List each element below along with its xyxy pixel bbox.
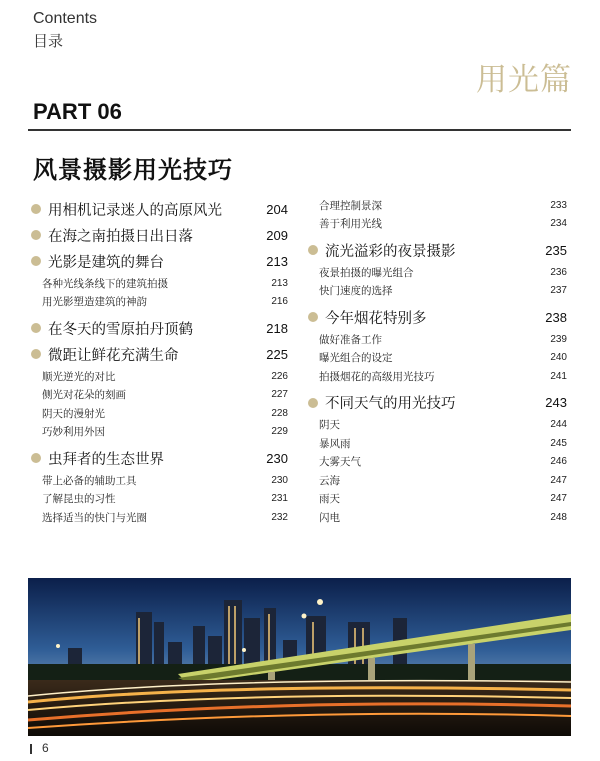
subentry-title: 顺光逆光的对比 xyxy=(42,370,116,383)
bullet-dot-icon xyxy=(308,245,318,255)
toc-chapter[interactable] xyxy=(30,341,288,367)
subentry-page: 237 xyxy=(550,285,567,297)
subentry-title: 了解昆虫的习性 xyxy=(42,493,116,506)
subentry-page: 231 xyxy=(271,493,288,505)
chapter-page: 230 xyxy=(266,450,288,466)
subentry-page: 213 xyxy=(271,277,288,289)
toc-subentry[interactable] xyxy=(307,349,567,368)
toc-subentry[interactable] xyxy=(307,196,567,215)
chapter-title: 虫拜者的生态世界 xyxy=(48,451,164,468)
toc-chapter[interactable] xyxy=(30,248,288,274)
toc-subentry[interactable] xyxy=(307,416,567,435)
toc-subentry[interactable] xyxy=(30,274,288,293)
subentry-title: 阴天 xyxy=(319,419,340,432)
subentry-title: 夜景拍摄的曝光组合 xyxy=(319,266,414,279)
toc-subentry[interactable] xyxy=(307,471,567,490)
header-contents-en: Contents xyxy=(33,10,98,27)
city-night-photo xyxy=(28,578,571,736)
section-name: 用光篇 xyxy=(476,62,572,98)
toc-chapter[interactable] xyxy=(307,304,567,330)
subentry-page: 232 xyxy=(271,511,288,523)
toc-chapter[interactable] xyxy=(307,390,567,416)
bullet-dot-icon xyxy=(31,230,41,240)
toc-left-column xyxy=(30,196,288,531)
toc-subentry[interactable] xyxy=(307,508,567,527)
subentry-page: 227 xyxy=(271,389,288,401)
header-contents-cn: 目录 xyxy=(33,32,64,50)
toc-subentry[interactable] xyxy=(307,215,567,234)
subentry-page: 239 xyxy=(550,333,567,345)
toc-subentry[interactable] xyxy=(30,471,288,490)
toc-subentry[interactable] xyxy=(307,282,567,301)
chapter-title: 不同天气的用光技巧 xyxy=(325,396,456,412)
subentry-title: 快门速度的选择 xyxy=(319,285,393,298)
toc-chapter[interactable] xyxy=(30,315,288,341)
subentry-page: 240 xyxy=(550,352,567,364)
subentry-page: 233 xyxy=(550,199,567,211)
subentry-title: 做好准备工作 xyxy=(319,333,382,346)
toc-chapter[interactable] xyxy=(30,222,288,248)
toc-subentry[interactable] xyxy=(307,330,567,349)
toc-subentry[interactable] xyxy=(307,453,567,472)
footer-bars-icon xyxy=(30,744,38,754)
subentry-title: 各种光线条线下的建筑拍摄 xyxy=(42,277,168,290)
chapter-title: 光影是建筑的舞台 xyxy=(48,254,164,271)
subentry-title: 大雾天气 xyxy=(319,456,361,469)
bullet-dot-icon xyxy=(31,323,41,333)
chapter-page: 238 xyxy=(545,309,567,325)
toc-right-column xyxy=(307,196,567,531)
toc-chapter[interactable] xyxy=(30,445,288,471)
subentry-page: 245 xyxy=(550,437,567,449)
subentry-title: 侧光对花朵的刻画 xyxy=(42,389,126,402)
toc-subentry[interactable] xyxy=(30,490,288,509)
subentry-title: 善于利用光线 xyxy=(319,218,382,231)
toc-subentry[interactable] xyxy=(307,434,567,453)
subentry-page: 229 xyxy=(271,426,288,438)
subentry-title: 合理控制景深 xyxy=(319,199,382,212)
subentry-title: 暴风雨 xyxy=(319,437,351,450)
page-footer xyxy=(30,741,49,755)
chapter-title: 用相机记录迷人的高原风光 xyxy=(48,202,222,219)
toc-subentry[interactable] xyxy=(30,423,288,442)
subentry-page: 246 xyxy=(550,456,567,468)
toc-subentry[interactable] xyxy=(30,367,288,386)
chapter-page: 218 xyxy=(266,320,288,336)
toc-subentry[interactable] xyxy=(307,263,567,282)
subentry-title: 曝光组合的设定 xyxy=(319,352,393,365)
subentry-page: 234 xyxy=(550,218,567,230)
toc-subentry[interactable] xyxy=(30,404,288,423)
subentry-title: 阴天的漫射光 xyxy=(42,407,105,420)
toc-chapter[interactable] xyxy=(30,196,288,222)
toc-subentry[interactable] xyxy=(30,508,288,527)
bullet-dot-icon xyxy=(31,204,41,214)
subentry-title: 闪电 xyxy=(319,511,340,524)
page-number: 6 xyxy=(42,741,49,755)
chapter-page: 225 xyxy=(266,346,288,362)
chapter-title: 在冬天的雪原拍丹顶鹤 xyxy=(48,321,193,338)
subentry-page: 216 xyxy=(271,296,288,308)
page-title: 风景摄影用光技巧 xyxy=(33,156,233,184)
subentry-page: 228 xyxy=(271,407,288,419)
chapter-page: 243 xyxy=(545,395,567,410)
header-divider xyxy=(28,129,571,131)
subentry-page: 230 xyxy=(271,474,288,486)
toc-subentry[interactable] xyxy=(30,293,288,312)
toc-subentry[interactable] xyxy=(307,490,567,509)
chapter-title: 今年烟花特别多 xyxy=(325,310,427,327)
bullet-dot-icon xyxy=(31,349,41,359)
subentry-title: 用光影塑造建筑的神韵 xyxy=(42,296,147,309)
subentry-page: 244 xyxy=(550,419,567,431)
toc-subentry[interactable] xyxy=(307,367,567,386)
chapter-title: 流光溢彩的夜景摄影 xyxy=(325,243,456,260)
chapter-title: 在海之南拍摄日出日落 xyxy=(48,228,193,245)
chapter-title: 微距让鲜花充满生命 xyxy=(48,347,179,364)
subentry-page: 226 xyxy=(271,370,288,382)
subentry-page: 248 xyxy=(550,511,567,523)
subentry-page: 241 xyxy=(550,370,567,382)
chapter-page: 204 xyxy=(266,201,288,217)
subentry-page: 236 xyxy=(550,266,567,278)
chapter-page: 209 xyxy=(266,227,288,243)
subentry-title: 选择适当的快门与光圈 xyxy=(42,511,147,524)
bullet-dot-icon xyxy=(31,453,41,463)
chapter-page: 213 xyxy=(266,253,288,269)
bullet-dot-icon xyxy=(31,256,41,266)
subentry-title: 巧妙利用外因 xyxy=(42,426,105,439)
subentry-title: 带上必备的辅助工具 xyxy=(42,474,137,487)
subentry-title: 云海 xyxy=(319,474,340,487)
chapter-page: 235 xyxy=(545,242,567,258)
bullet-dot-icon xyxy=(308,398,318,408)
toc-chapter[interactable] xyxy=(307,237,567,263)
subentry-page: 247 xyxy=(550,474,567,486)
subentry-title: 雨天 xyxy=(319,493,340,506)
bullet-dot-icon xyxy=(308,312,318,322)
subentry-title: 拍摄烟花的高级用光技巧 xyxy=(319,370,435,383)
subentry-page: 247 xyxy=(550,493,567,505)
toc-subentry[interactable] xyxy=(30,386,288,405)
part-label: PART 06 xyxy=(33,99,122,124)
